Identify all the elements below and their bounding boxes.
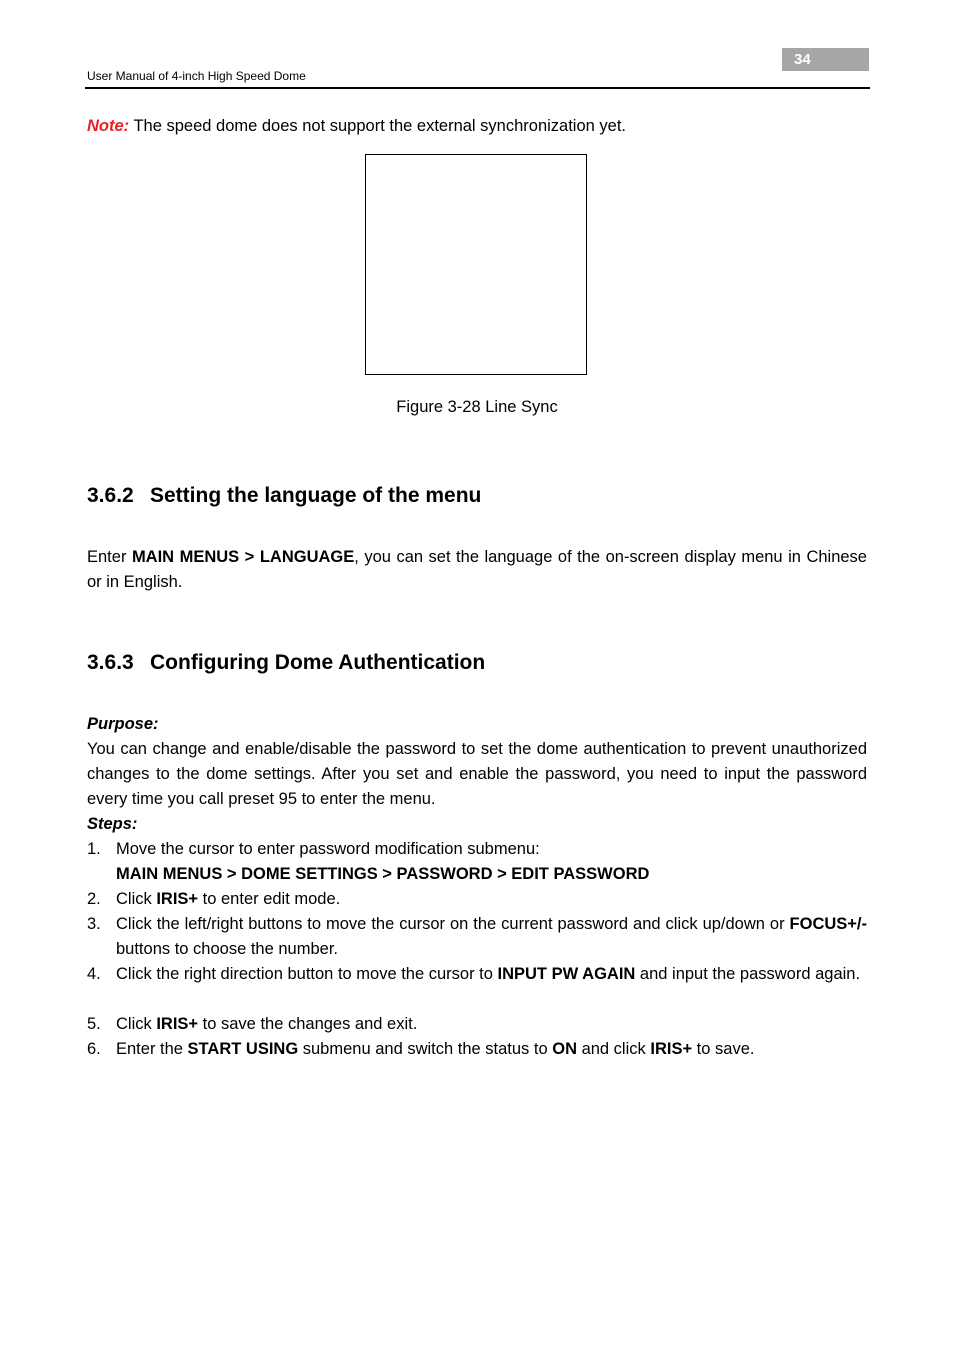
figure-image-placeholder xyxy=(365,154,587,375)
step-item xyxy=(87,962,867,987)
page-number-badge: 34 xyxy=(782,48,869,71)
step-item xyxy=(87,887,867,912)
section-number: 3.6.3 xyxy=(87,651,134,674)
step-text-part: and click xyxy=(576,1040,651,1058)
section-number: 3.6.2 xyxy=(87,484,134,507)
step-number: 1. xyxy=(87,840,101,858)
section-heading-3-6-2 xyxy=(87,484,481,508)
menu-item-name: INPUT PW AGAIN xyxy=(497,965,636,983)
header-divider xyxy=(85,87,870,89)
step-text-part: Click the right direction button to move the cursor to xyxy=(116,965,498,983)
document-header-title: User Manual of 4-inch High Speed Dome xyxy=(87,69,306,83)
purpose-label-text: Purpose: xyxy=(87,715,159,733)
step-item xyxy=(87,837,867,887)
step-text-part: Click xyxy=(116,890,157,908)
section-heading-3-6-3 xyxy=(87,651,485,675)
paragraph-text: , you can set the language of the on-screen display menu in Chinese or in English. xyxy=(87,548,867,591)
step-text-part: Click the left/right buttons to move the cursor on the current password and click up/down or xyxy=(116,915,790,933)
menu-path: MAIN MENUS > LANGUAGE xyxy=(131,548,355,566)
step-text xyxy=(116,912,867,962)
button-name: IRIS+ xyxy=(650,1040,693,1058)
step-text-part: to save. xyxy=(692,1040,755,1058)
step-text xyxy=(116,837,867,887)
step-number: 6. xyxy=(87,1040,101,1058)
step-item xyxy=(87,1037,867,1062)
step-text-part: Enter the xyxy=(116,1040,188,1058)
button-name: IRIS+ xyxy=(156,890,199,908)
figure-caption: Figure 3-28 Line Sync xyxy=(396,398,558,416)
button-name: FOCUS+/- xyxy=(789,915,867,933)
purpose-paragraph: You can change and enable/disable the password to set the dome authentication to prevent unauthorized changes to the dome settings. After you set and enable the password, you need to input the password every time you call preset 95 to enter the menu. xyxy=(87,740,867,808)
step-number: 4. xyxy=(87,965,101,983)
section-title: Setting the language of the menu xyxy=(150,484,482,507)
note-label: Note: xyxy=(87,117,130,135)
step-text-part: to enter edit mode. xyxy=(198,890,341,908)
step-text-part: Move the cursor to enter password modification submenu: xyxy=(116,840,540,858)
step-text-part: submenu and switch the status to xyxy=(298,1040,553,1058)
step-number: 5. xyxy=(87,1015,101,1033)
step-number: 2. xyxy=(87,890,101,908)
step-text-part: buttons to choose the number. xyxy=(116,940,338,958)
purpose-label xyxy=(87,712,867,737)
step-item xyxy=(87,912,867,962)
step-text xyxy=(116,1037,867,1062)
note-text: The speed dome does not support the external synchronization yet. xyxy=(129,117,627,135)
language-paragraph xyxy=(87,545,867,595)
step-text xyxy=(116,962,867,987)
section-title: Configuring Dome Authentication xyxy=(150,651,486,674)
steps-label xyxy=(87,812,867,837)
step-text-part: to save the changes and exit. xyxy=(198,1015,418,1033)
step-item xyxy=(87,1012,867,1037)
paragraph-text: Enter xyxy=(87,548,132,566)
step-text xyxy=(116,1012,867,1037)
step-number: 3. xyxy=(87,915,101,933)
step-text xyxy=(116,887,867,912)
step-text-part: Click xyxy=(116,1015,157,1033)
menu-item-name: START USING xyxy=(187,1040,299,1058)
status-value: ON xyxy=(552,1040,577,1058)
button-name: IRIS+ xyxy=(156,1015,199,1033)
steps-label-text: Steps: xyxy=(87,815,138,833)
note-paragraph xyxy=(87,117,626,136)
menu-path: MAIN MENUS > DOME SETTINGS > PASSWORD > EDIT PASSWORD xyxy=(116,865,650,883)
step-text-part: and input the password again. xyxy=(635,965,861,983)
